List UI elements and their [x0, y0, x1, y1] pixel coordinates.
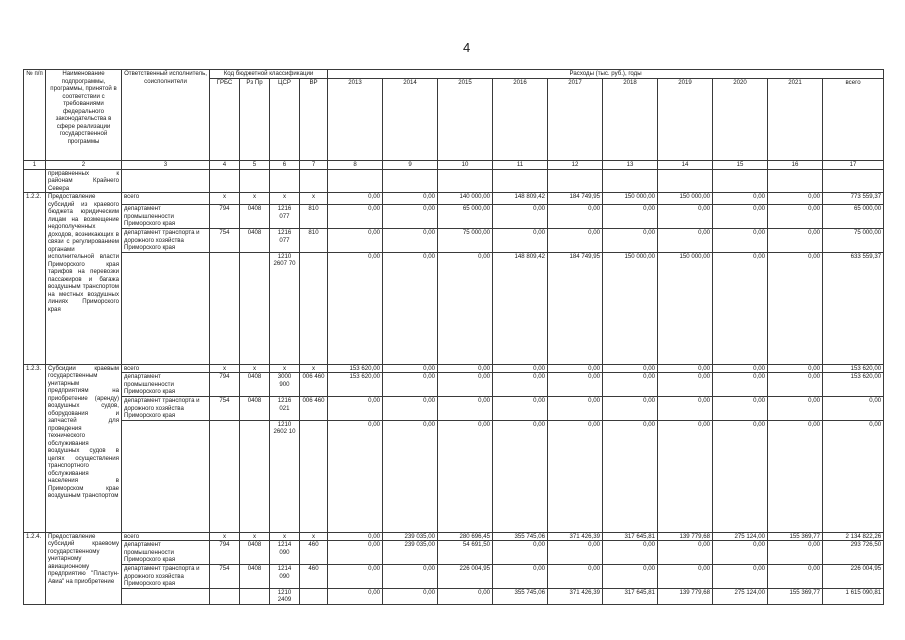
header-name: Наименование подпрограммы, программы, принятой в соответствии с требованиями федерального законодательства в сфере реализации государственной программы — [46, 70, 122, 161]
amount-cell: 0,00 — [713, 229, 768, 253]
header-year: 2019 — [658, 78, 713, 160]
amount-cell: 239 035,00 — [383, 541, 438, 565]
amount-cell: 0,00 — [768, 541, 823, 565]
header-rzpr: Рз Пр — [240, 78, 270, 160]
amount-cell: 0,00 — [328, 205, 383, 229]
vr-cell — [300, 420, 328, 532]
responsible-cell: департамент промышленности Приморского края — [122, 205, 210, 229]
amount-cell: 150 000,00 — [603, 193, 658, 205]
amount-cell: 0,00 — [548, 420, 603, 532]
amount-cell: 0,00 — [658, 373, 713, 397]
vr-cell: х — [300, 193, 328, 205]
section-name: Предоставление субсидий краевому государственному унитарному авиационному предприятию "Пластун-Авиа" на приобретение — [46, 532, 122, 604]
responsible-cell: департамент транспорта и дорожного хозяйства Приморского края — [122, 397, 210, 421]
amount-cell: 0,00 — [328, 397, 383, 421]
amount-cell: 0,00 — [768, 229, 823, 253]
csr-cell: 3000 900 — [270, 373, 300, 397]
amount-cell: 371 426,39 — [548, 532, 603, 541]
csr-cell: 1210 2602 10 — [270, 420, 300, 532]
column-number: 7 — [300, 160, 328, 169]
amount-cell: 0,00 — [493, 397, 548, 421]
responsible-cell: всего — [122, 193, 210, 205]
amount-cell: 0,00 — [713, 364, 768, 373]
section-number: 1.2.3. — [24, 364, 46, 532]
total-cell: 2 134 822,26 — [823, 532, 884, 541]
amount-cell: 0,00 — [713, 193, 768, 205]
amount-cell: 0,00 — [548, 541, 603, 565]
amount-cell: 0,00 — [438, 364, 493, 373]
table-row — [24, 193, 884, 205]
amount-cell: 0,00 — [383, 229, 438, 253]
rzpr-cell: х — [240, 532, 270, 541]
column-number-row — [24, 160, 884, 169]
amount-cell: 0,00 — [713, 252, 768, 364]
amount-cell: 0,00 — [603, 541, 658, 565]
amount-cell: 0,00 — [438, 373, 493, 397]
vr-cell: 460 — [300, 565, 328, 589]
column-number: 8 — [328, 160, 383, 169]
rzpr-cell: 0408 — [240, 565, 270, 589]
amount-cell: 0,00 — [328, 420, 383, 532]
amount-cell: 0,00 — [383, 373, 438, 397]
grbs-cell: х — [210, 532, 240, 541]
amount-cell: 0,00 — [383, 364, 438, 373]
amount-cell: 139 779,68 — [658, 532, 713, 541]
column-number: 2 — [46, 160, 122, 169]
amount-cell: 150 000,00 — [658, 193, 713, 205]
table-row — [24, 364, 884, 373]
amount-cell: 0,00 — [603, 229, 658, 253]
amount-cell: 0,00 — [768, 364, 823, 373]
amount-cell: 0,00 — [658, 397, 713, 421]
csr-cell: 1216 077 — [270, 229, 300, 253]
table-row — [24, 397, 884, 421]
amount-cell: 275 124,00 — [713, 588, 768, 604]
header-grbs: ГРБС — [210, 78, 240, 160]
amount-cell: 0,00 — [768, 373, 823, 397]
grbs-cell: х — [210, 364, 240, 373]
amount-cell: 184 749,95 — [548, 193, 603, 205]
amount-cell: 0,00 — [713, 373, 768, 397]
total-cell: 293 726,50 — [823, 541, 884, 565]
amount-cell: 148 809,42 — [493, 193, 548, 205]
amount-cell: 0,00 — [658, 541, 713, 565]
header-total: всего — [823, 78, 884, 160]
amount-cell: 0,00 — [658, 420, 713, 532]
vr-cell — [300, 588, 328, 604]
amount-cell: 0,00 — [438, 588, 493, 604]
continuation-text: приравненных к районам Крайнего Севера — [46, 169, 122, 193]
header-csr: ЦСР — [270, 78, 300, 160]
amount-cell: 0,00 — [328, 588, 383, 604]
csr-cell: 1216 077 — [270, 205, 300, 229]
amount-cell: 0,00 — [768, 565, 823, 589]
amount-cell: 0,00 — [383, 565, 438, 589]
amount-cell: 0,00 — [493, 420, 548, 532]
amount-cell: 0,00 — [383, 588, 438, 604]
header-year: 2018 — [603, 78, 658, 160]
total-cell: 773 559,37 — [823, 193, 884, 205]
amount-cell: 153 620,00 — [328, 364, 383, 373]
vr-cell: 460 — [300, 541, 328, 565]
grbs-cell: 794 — [210, 541, 240, 565]
responsible-cell — [122, 420, 210, 532]
amount-cell: 153 620,00 — [328, 373, 383, 397]
column-number: 10 — [438, 160, 493, 169]
header-vr: ВР — [300, 78, 328, 160]
amount-cell: 0,00 — [658, 364, 713, 373]
amount-cell: 0,00 — [713, 205, 768, 229]
amount-cell: 0,00 — [768, 420, 823, 532]
amount-cell: 0,00 — [328, 565, 383, 589]
column-number: 16 — [768, 160, 823, 169]
header-year: 2020 — [713, 78, 768, 160]
total-cell: 75 000,00 — [823, 229, 884, 253]
amount-cell: 0,00 — [768, 397, 823, 421]
table-row — [24, 420, 884, 532]
amount-cell: 0,00 — [603, 420, 658, 532]
column-number: 1 — [24, 160, 46, 169]
amount-cell: 0,00 — [768, 205, 823, 229]
csr-cell: х — [270, 364, 300, 373]
rzpr-cell: 0408 — [240, 229, 270, 253]
header-budget-code: Код бюджетной классификации — [210, 70, 328, 79]
amount-cell: 0,00 — [548, 205, 603, 229]
amount-cell: 75 000,00 — [438, 229, 493, 253]
section-number: 1.2.4. — [24, 532, 46, 604]
responsible-cell: департамент промышленности Приморского края — [122, 541, 210, 565]
grbs-cell — [210, 420, 240, 532]
csr-cell: х — [270, 193, 300, 205]
section-name: Субсидии краевым государственным унитарным предприятиям на приобретение (аренду) воздушных судов, оборудования и запчастей для проведения технического обслуживания воздушных судов в целях осуществления транспортного обслуживания населения в Приморском крае воздушным транспортом — [46, 364, 122, 532]
column-number: 11 — [493, 160, 548, 169]
amount-cell: 0,00 — [548, 373, 603, 397]
amount-cell: 0,00 — [713, 397, 768, 421]
amount-cell: 0,00 — [328, 229, 383, 253]
header-year: 2016 — [493, 78, 548, 160]
amount-cell: 0,00 — [438, 420, 493, 532]
column-number: 17 — [823, 160, 884, 169]
responsible-cell: всего — [122, 364, 210, 373]
amount-cell: 0,00 — [383, 420, 438, 532]
rzpr-cell: 0408 — [240, 541, 270, 565]
amount-cell: 0,00 — [713, 565, 768, 589]
vr-cell: х — [300, 532, 328, 541]
header-year: 2021 — [768, 78, 823, 160]
responsible-cell: всего — [122, 532, 210, 541]
rzpr-cell: х — [240, 193, 270, 205]
amount-cell: 275 124,00 — [713, 532, 768, 541]
grbs-cell: 754 — [210, 565, 240, 589]
total-cell: 65 000,00 — [823, 205, 884, 229]
total-cell: 226 004,95 — [823, 565, 884, 589]
amount-cell: 0,00 — [603, 364, 658, 373]
section-number: 1.2.2. — [24, 193, 46, 365]
table-row — [24, 205, 884, 229]
table-row — [24, 588, 884, 604]
amount-cell: 155 369,77 — [768, 532, 823, 541]
column-number: 14 — [658, 160, 713, 169]
responsible-cell — [122, 588, 210, 604]
amount-cell: 0,00 — [548, 565, 603, 589]
amount-cell: 0,00 — [328, 252, 383, 364]
table-row — [24, 565, 884, 589]
amount-cell: 355 745,06 — [493, 588, 548, 604]
amount-cell: 317 645,81 — [603, 532, 658, 541]
responsible-cell: департамент транспорта и дорожного хозяйства Приморского края — [122, 565, 210, 589]
amount-cell: 155 369,77 — [768, 588, 823, 604]
amount-cell: 0,00 — [493, 364, 548, 373]
amount-cell: 150 000,00 — [603, 252, 658, 364]
vr-cell: 006 460 — [300, 373, 328, 397]
responsible-cell — [122, 252, 210, 364]
table-row — [24, 373, 884, 397]
rzpr-cell — [240, 588, 270, 604]
amount-cell: 140 000,00 — [438, 193, 493, 205]
amount-cell: 0,00 — [603, 373, 658, 397]
header-year: 2017 — [548, 78, 603, 160]
total-cell: 0,00 — [823, 420, 884, 532]
total-cell: 153 620,00 — [823, 373, 884, 397]
amount-cell: 0,00 — [603, 205, 658, 229]
total-cell: 0,00 — [823, 397, 884, 421]
responsible-cell: департамент транспорта и дорожного хозяйства Приморского края — [122, 229, 210, 253]
amount-cell: 0,00 — [658, 205, 713, 229]
amount-cell: 0,00 — [603, 565, 658, 589]
amount-cell: 0,00 — [603, 397, 658, 421]
amount-cell: 0,00 — [493, 373, 548, 397]
total-cell: 1 615 090,81 — [823, 588, 884, 604]
grbs-cell: х — [210, 193, 240, 205]
csr-cell: 1210 2409 — [270, 588, 300, 604]
csr-cell: 1210 2607 70 — [270, 252, 300, 364]
column-number: 9 — [383, 160, 438, 169]
amount-cell: 54 691,50 — [438, 541, 493, 565]
amount-cell: 0,00 — [328, 532, 383, 541]
vr-cell — [300, 252, 328, 364]
grbs-cell: 794 — [210, 373, 240, 397]
vr-cell: 006 460 — [300, 397, 328, 421]
csr-cell: 1216 021 — [270, 397, 300, 421]
amount-cell: 0,00 — [713, 420, 768, 532]
amount-cell: 0,00 — [768, 252, 823, 364]
table-row — [24, 532, 884, 541]
amount-cell: 317 645,81 — [603, 588, 658, 604]
rzpr-cell: 0408 — [240, 373, 270, 397]
continuation-row — [24, 169, 884, 193]
column-number: 6 — [270, 160, 300, 169]
amount-cell: 0,00 — [438, 252, 493, 364]
amount-cell: 184 749,95 — [548, 252, 603, 364]
amount-cell: 0,00 — [493, 205, 548, 229]
amount-cell: 239 035,00 — [383, 532, 438, 541]
column-number: 3 — [122, 160, 210, 169]
amount-cell: 0,00 — [768, 193, 823, 205]
amount-cell: 0,00 — [493, 541, 548, 565]
amount-cell: 0,00 — [658, 565, 713, 589]
grbs-cell: 754 — [210, 397, 240, 421]
amount-cell: 0,00 — [383, 205, 438, 229]
amount-cell: 0,00 — [548, 397, 603, 421]
rzpr-cell: 0408 — [240, 205, 270, 229]
vr-cell: х — [300, 364, 328, 373]
amount-cell: 0,00 — [383, 252, 438, 364]
amount-cell: 0,00 — [493, 229, 548, 253]
amount-cell: 0,00 — [658, 229, 713, 253]
column-number: 5 — [240, 160, 270, 169]
amount-cell: 0,00 — [493, 565, 548, 589]
amount-cell: 226 004,95 — [438, 565, 493, 589]
amount-cell: 0,00 — [328, 541, 383, 565]
header-year: 2014 — [383, 78, 438, 160]
header-num: № п/п — [24, 70, 46, 161]
amount-cell: 0,00 — [548, 364, 603, 373]
column-number: 13 — [603, 160, 658, 169]
rzpr-cell — [240, 252, 270, 364]
header-year: 2013 — [328, 78, 383, 160]
table-row — [24, 541, 884, 565]
header-responsible: Ответственный исполнитель, соисполнители — [122, 70, 210, 161]
rzpr-cell: х — [240, 364, 270, 373]
amount-cell: 0,00 — [713, 541, 768, 565]
grbs-cell — [210, 588, 240, 604]
rzpr-cell — [240, 420, 270, 532]
column-number: 15 — [713, 160, 768, 169]
responsible-cell: департамент промышленности Приморского края — [122, 373, 210, 397]
column-number: 4 — [210, 160, 240, 169]
amount-cell: 0,00 — [328, 193, 383, 205]
section-name: Предоставление субсидий из краевого бюджета юридическим лицам на возмещение недополученных доходов, возникающих в связи с регулированием органами исполнительной власти Приморского края тарифов на перевозки пассажиров и багажа воздушным транспортом на местных воздушных линиях Приморского края — [46, 193, 122, 365]
header-year: 2015 — [438, 78, 493, 160]
column-number: 12 — [548, 160, 603, 169]
grbs-cell: 754 — [210, 229, 240, 253]
amount-cell: 371 426,39 — [548, 588, 603, 604]
table-row — [24, 252, 884, 364]
amount-cell: 148 809,42 — [493, 252, 548, 364]
total-cell: 633 559,37 — [823, 252, 884, 364]
csr-cell: х — [270, 532, 300, 541]
amount-cell: 0,00 — [383, 193, 438, 205]
vr-cell: 810 — [300, 229, 328, 253]
vr-cell: 810 — [300, 205, 328, 229]
amount-cell: 150 000,00 — [658, 252, 713, 364]
grbs-cell: 794 — [210, 205, 240, 229]
amount-cell: 0,00 — [548, 229, 603, 253]
page-number: 4 — [463, 40, 471, 55]
header-expenses: Расходы (тыс. руб.), годы — [328, 70, 884, 79]
total-cell: 153 620,00 — [823, 364, 884, 373]
rzpr-cell: 0408 — [240, 397, 270, 421]
amount-cell: 139 779,68 — [658, 588, 713, 604]
csr-cell: 1214 090 — [270, 565, 300, 589]
amount-cell: 355 745,06 — [493, 532, 548, 541]
amount-cell: 65 000,00 — [438, 205, 493, 229]
grbs-cell — [210, 252, 240, 364]
budget-table — [23, 69, 884, 605]
csr-cell: 1214 090 — [270, 541, 300, 565]
amount-cell: 280 696,45 — [438, 532, 493, 541]
table-row — [24, 229, 884, 253]
amount-cell: 0,00 — [438, 397, 493, 421]
amount-cell: 0,00 — [383, 397, 438, 421]
